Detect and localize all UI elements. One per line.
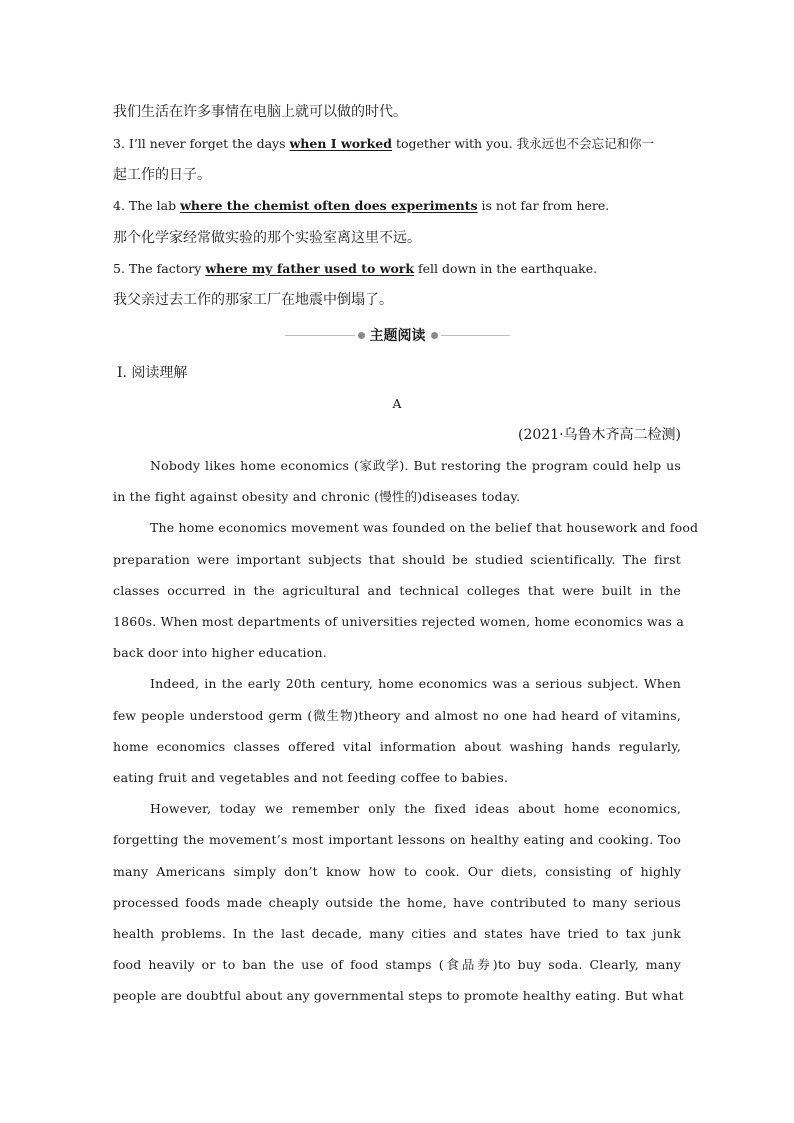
text-segment: 3. I’ll never forget the days bbox=[113, 136, 290, 151]
underlined-answer: when I worked bbox=[289, 136, 392, 151]
passage-line: However, today we remember only the fixed ideas about home economics, bbox=[150, 801, 681, 817]
bullet-icon bbox=[431, 332, 438, 339]
text-line: 我父亲过去工作的那家工厂在地震中倒塌了。 bbox=[113, 292, 393, 308]
section-subtitle: Ⅰ. 阅读理解 bbox=[117, 365, 188, 381]
passage-source: (2021·乌鲁木齐高二检测) bbox=[517, 427, 681, 443]
text-segment: 4. The lab bbox=[113, 198, 181, 213]
section-divider bbox=[285, 325, 510, 345]
passage-line: food heavily or to ban the use of food stamps (食品券)to buy soda. Clearly, many bbox=[113, 957, 681, 973]
bullet-icon bbox=[358, 332, 365, 339]
passage-line: Indeed, in the early 20th century, home economics was a serious subject. When bbox=[150, 676, 681, 692]
sentence-4 bbox=[113, 196, 681, 216]
underlined-answer: where the chemist often does experiments bbox=[180, 198, 478, 213]
passage-line: classes occurred in the agricultural and technical colleges that were built in the bbox=[113, 582, 681, 598]
text-line: 我们生活在许多事情在电脑上就可以做的时代。 bbox=[113, 104, 407, 120]
text-line: 起工作的日子。 bbox=[113, 167, 211, 183]
text-segment: 5. The factory bbox=[113, 261, 206, 276]
passage-line: many Americans simply don’t know how to cook. Our diets, consisting of highly bbox=[113, 863, 681, 879]
passage-line: processed foods made cheaply outside the home, have contributed to many serious bbox=[113, 894, 681, 910]
passage-line: few people understood germ (微生物)theory and almost no one had heard of vitamins, bbox=[113, 707, 681, 723]
passage-line: 1860s. When most departments of universities rejected women, home economics was a bbox=[113, 614, 684, 629]
section-title: 主题阅读 bbox=[369, 328, 426, 344]
passage-line: health problems. In the last decade, many cities and states have tried to tax junk bbox=[113, 926, 681, 941]
passage-line: in the fight against obesity and chronic (慢性的)diseases today. bbox=[113, 489, 521, 505]
passage-line: back door into higher education. bbox=[113, 645, 327, 661]
text-segment: fell down in the earthquake. bbox=[414, 261, 598, 276]
divider-rule bbox=[441, 335, 511, 336]
passage-line: home economics classes offered vital information about washing hands regularly, bbox=[113, 738, 681, 754]
sentence-5 bbox=[113, 259, 681, 279]
underlined-answer: where my father used to work bbox=[205, 261, 415, 276]
passage-line: Nobody likes home economics (家政学). But restoring the program could help us bbox=[150, 458, 681, 473]
passage-line: The home economics movement was founded on the belief that housework and food bbox=[150, 520, 699, 536]
passage-line: forgetting the movement’s most important lessons on healthy eating and cooking. Too bbox=[113, 832, 681, 848]
text-line: 那个化学家经常做实验的那个实验室离这里不远。 bbox=[113, 230, 421, 246]
passage-line: preparation were important subjects that should be studied scientifically. The first bbox=[113, 551, 681, 567]
divider-rule bbox=[285, 335, 355, 336]
sentence-3 bbox=[113, 134, 681, 154]
passage-label: A bbox=[392, 396, 402, 411]
passage-line: eating fruit and vegetables and not feeding coffee to babies. bbox=[113, 770, 509, 785]
text-segment: is not far from here. bbox=[477, 198, 610, 213]
passage-line: people are doubtful about any governmental steps to promote healthy eating. But what bbox=[113, 988, 684, 1004]
text-segment: together with you. 我永远也不会忘记和你一 bbox=[392, 136, 655, 151]
